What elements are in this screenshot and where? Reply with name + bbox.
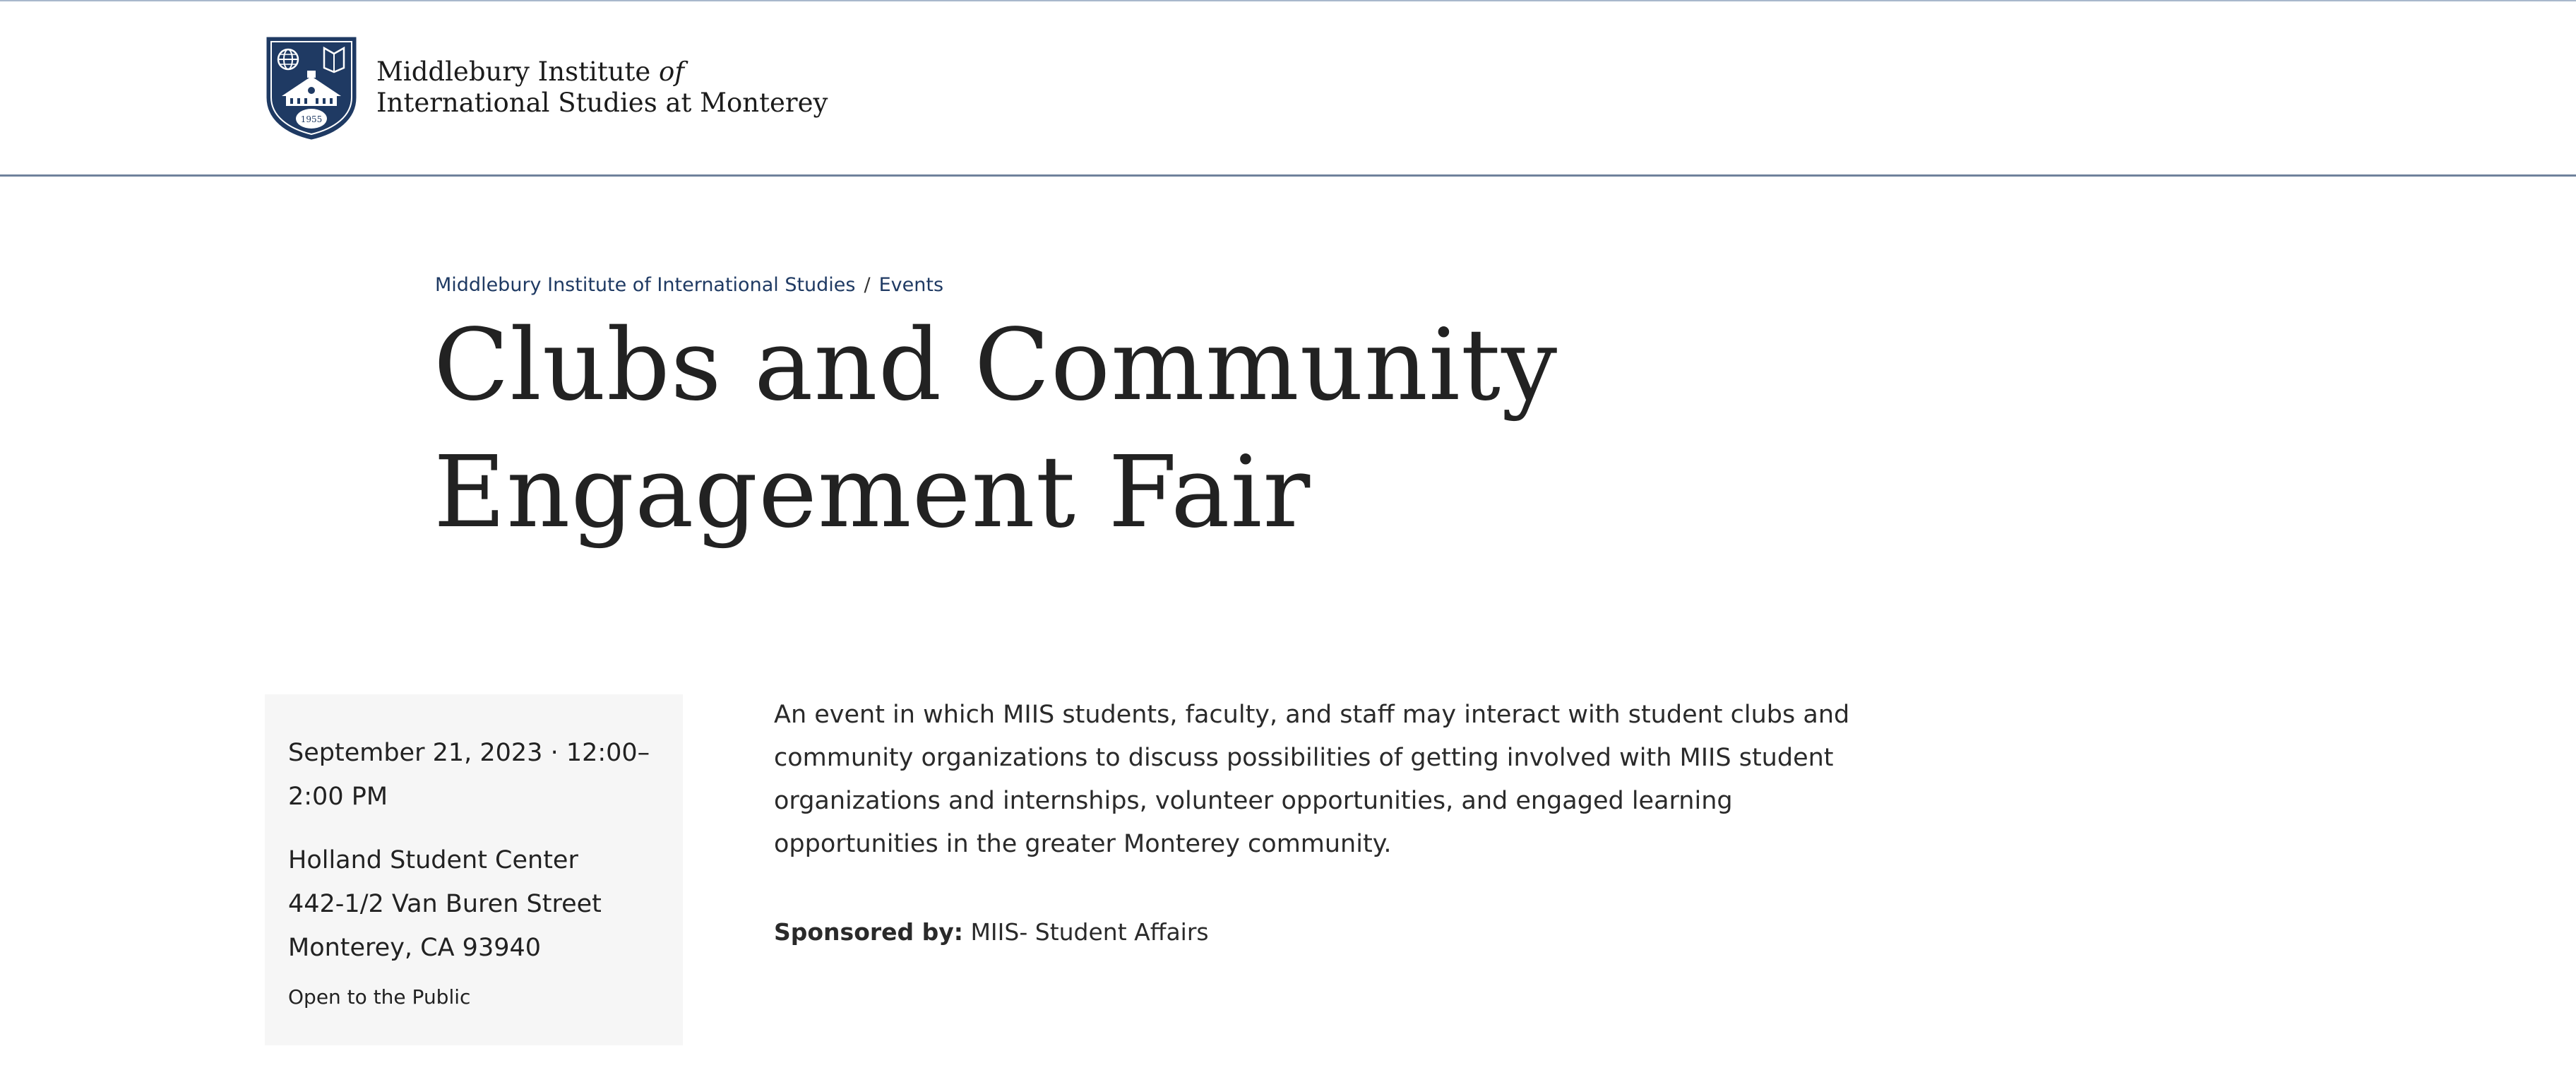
svg-text:1955: 1955 [300, 114, 323, 124]
venue-street: 442-1/2 Van Buren Street [288, 890, 602, 918]
event-details-panel [265, 694, 683, 1045]
sponsor-label: Sponsored by: [774, 918, 963, 946]
institute-shield-logo [265, 35, 358, 140]
event-date-line2: 2:00 PM [288, 783, 388, 811]
institute-logo-link[interactable] [265, 35, 828, 140]
wordmark-of: of [659, 57, 685, 87]
wordmark-line2: International Studies at Monterey [376, 88, 828, 118]
breadcrumb-item-events[interactable]: Events [878, 274, 944, 296]
breadcrumb-separator: / [864, 274, 871, 296]
site-header [0, 0, 2576, 177]
page-title: Clubs and Community Engagement Fair [434, 308, 1558, 550]
event-venue [288, 838, 660, 970]
institute-wordmark [376, 57, 828, 119]
event-description: An event in which MIIS students, faculty, and staff may interact with student clubs and community organizations to discuss possibilities of getting involved with MIIS student organizations and internships, volunteer opportunities, and engaged learning opportunities in the greater Monterey community. [774, 701, 1850, 858]
event-date [288, 731, 660, 819]
event-access: Open to the Public [288, 985, 471, 1009]
event-date-line1: September 21, 2023 · 12:00– [288, 739, 650, 767]
breadcrumb [435, 274, 943, 296]
sponsor-value: MIIS- Student Affairs [962, 918, 1209, 946]
venue-city: Monterey, CA 93940 [288, 934, 542, 962]
wordmark-line1: Middlebury Institute [376, 57, 660, 87]
breadcrumb-item-home[interactable]: Middlebury Institute of International Studies [435, 274, 856, 296]
venue-name: Holland Student Center [288, 846, 578, 874]
event-sponsor [774, 911, 1209, 954]
